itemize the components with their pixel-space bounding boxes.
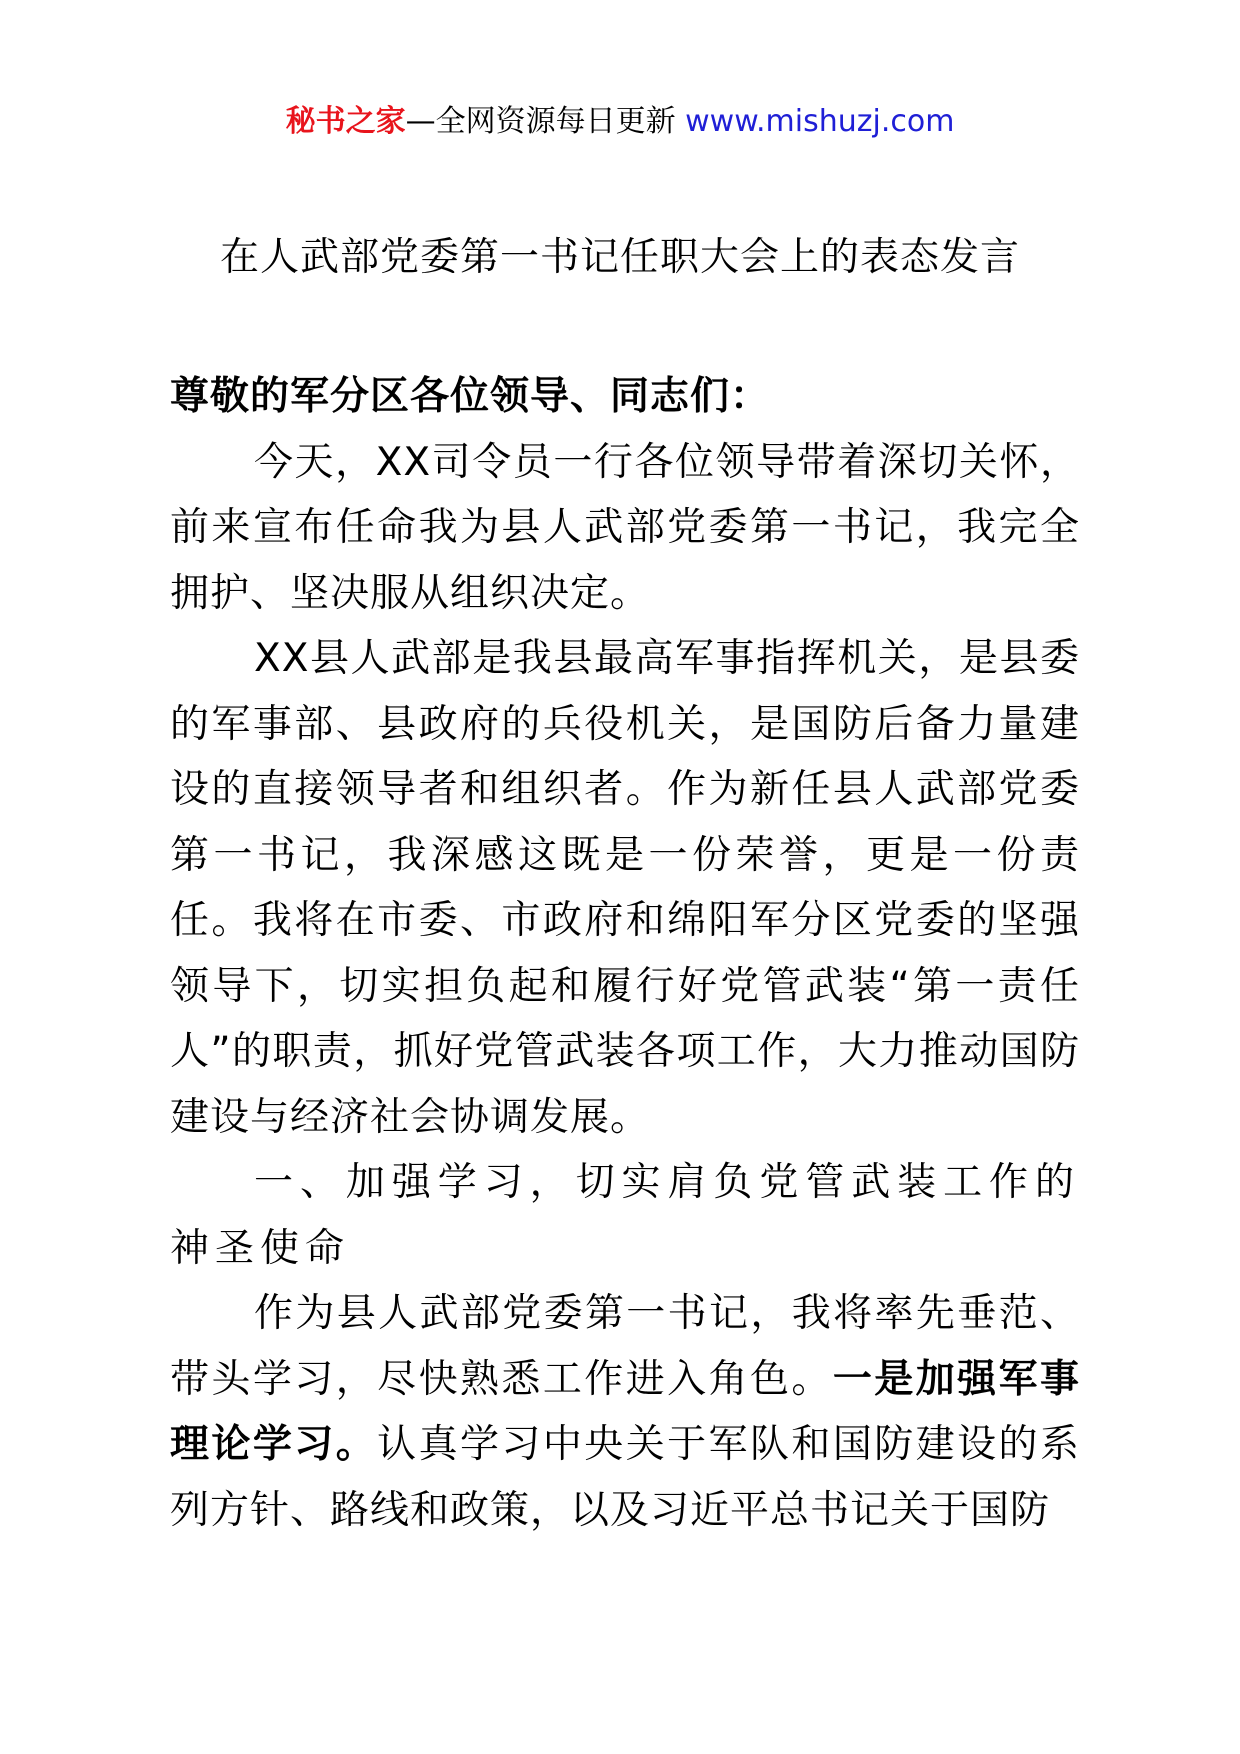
paragraph-3-intro: 作为县人武部党委第一书记，我将率先垂范、带头学习，尽快熟悉工作进入角色。 [170,1291,1080,1402]
paragraph-3-rest: 认真学习中央关于军队和国防建设的系列方针、路线和政策，以及习近平总书记关于国防 [170,1422,1080,1533]
document-title: 在人武部党委第一书记任职大会上的表态发言 [219,235,1020,280]
paragraph-3 [170,1281,1080,1543]
brand-name: 秘书之家 [285,104,406,139]
document-body [170,364,1080,1543]
paragraph-1: 今天，XX司令员一行各位领导带着深切关怀，前来宣布任命我为县人武部党委第一书记，我完全拥护、坚决服从组织决定。 [170,439,1080,616]
paragraph-3-bold-lead: 一是加强军事理论学习。 [170,1356,1080,1467]
site-url: www.mishuzj.com [685,104,955,139]
paragraph-2: XX县人武部是我县最高军事指挥机关，是县委的军事部、县政府的兵役机关，是国防后备力量建设的直接领导者和组织者。作为新任县人武部党委第一书记，我深感这既是一份荣誉，更是一份责任。我将在市委、市政府和绵阳军分区党委的坚强领导下，切实担负起和履行好党管武装“第一责任人”的职责，抓好党管武装各项工作，大力推动国防建设与经济社会协调发展。 [170,636,1080,1140]
brand-tagline: —全网资源每日更新 [405,104,676,139]
section-heading-1: 一、加强学习，切实肩负党管武装工作的神圣使命 [170,1160,1080,1271]
watermark-header [0,100,1240,144]
salutation: 尊敬的军分区各位领导、同志们： [170,374,771,419]
